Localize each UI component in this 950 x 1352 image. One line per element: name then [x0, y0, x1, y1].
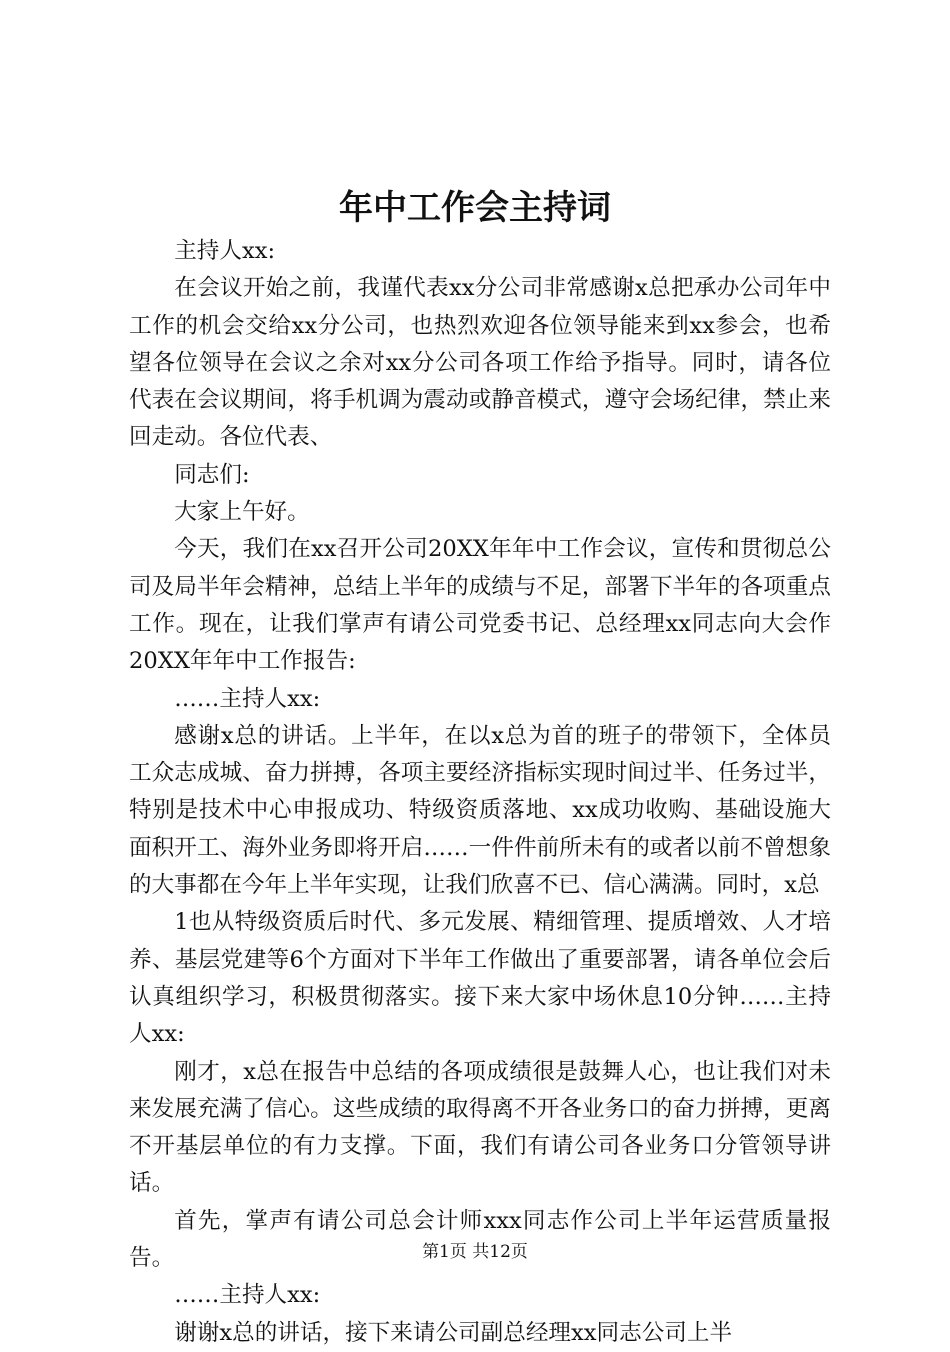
- paragraph: 感谢x总的讲话。上半年，在以x总为首的班子的带领下，全体员工众志成城、奋力拼搏，各项主要经济指标实现时间过半、任务过半，特别是技术中心申报成功、特级资质落地、xx成功收购、基础设施大面积开工、海外业务即将开启……一件件前所未有的或者以前不曾想象的大事都在今年上半年实现，让我们欣喜不已、信心满满。同时，x总: [129, 722, 831, 899]
- paragraph: ……主持人xx:: [174, 685, 321, 712]
- document-title: 年中工作会主持词: [339, 188, 611, 228]
- paragraph: 谢谢x总的讲话，接下来请公司副总经理xx同志公司上半: [174, 1319, 733, 1346]
- document-body: [129, 233, 831, 1352]
- paragraph: 在会议开始之前，我谨代表xx分公司非常感谢x总把承办公司年中工作的机会交给xx分公司，也热烈欢迎各位领导能来到xx参会，也希望各位领导在会议之余对xx分公司各项工作给予指导。同时，请各位代表在会议期间，将手机调为震动或静音模式，遵守会场纪律，禁止来回走动。各位代表、: [129, 275, 831, 451]
- paragraph: 刚才，x总在报告中总结的各项成绩很是鼓舞人心，也让我们对未来发展充满了信心。这些成绩的取得离不开各业务口的奋力拼搏，更离不开基层单位的有力支撑。下面，我们有请公司各业务口分管领导讲话。: [129, 1058, 831, 1197]
- paragraph: 今天，我们在xx召开公司20XX年年中工作会议，宣传和贯彻总公司及局半年会精神，总结上半年的成绩与不足，部署下半年的各项重点工作。现在，让我们掌声有请公司党委书记、总经理xx同志向大会作20XX年年中工作报告:: [129, 536, 831, 675]
- paragraph: 主持人xx:: [174, 238, 276, 264]
- paragraph: 首先，掌声有请公司总会计师xxx同志作公司上半年运营质量报告。: [129, 1207, 831, 1272]
- page-footer: 第1页 共12页: [422, 1242, 528, 1262]
- paragraph: 同志们:: [174, 461, 250, 488]
- paragraph: ……主持人xx:: [174, 1282, 321, 1309]
- paragraph: 大家上午好。: [174, 499, 310, 526]
- paragraph: 1也从特级资质后时代、多元发展、精细管理、提质增效、人才培养、基层党建等6个方面对下半年工作做出了重要部署，请各单位会后认真组织学习，积极贯彻落实。接下来大家中场休息10分钟……主持人xx:: [129, 909, 831, 1048]
